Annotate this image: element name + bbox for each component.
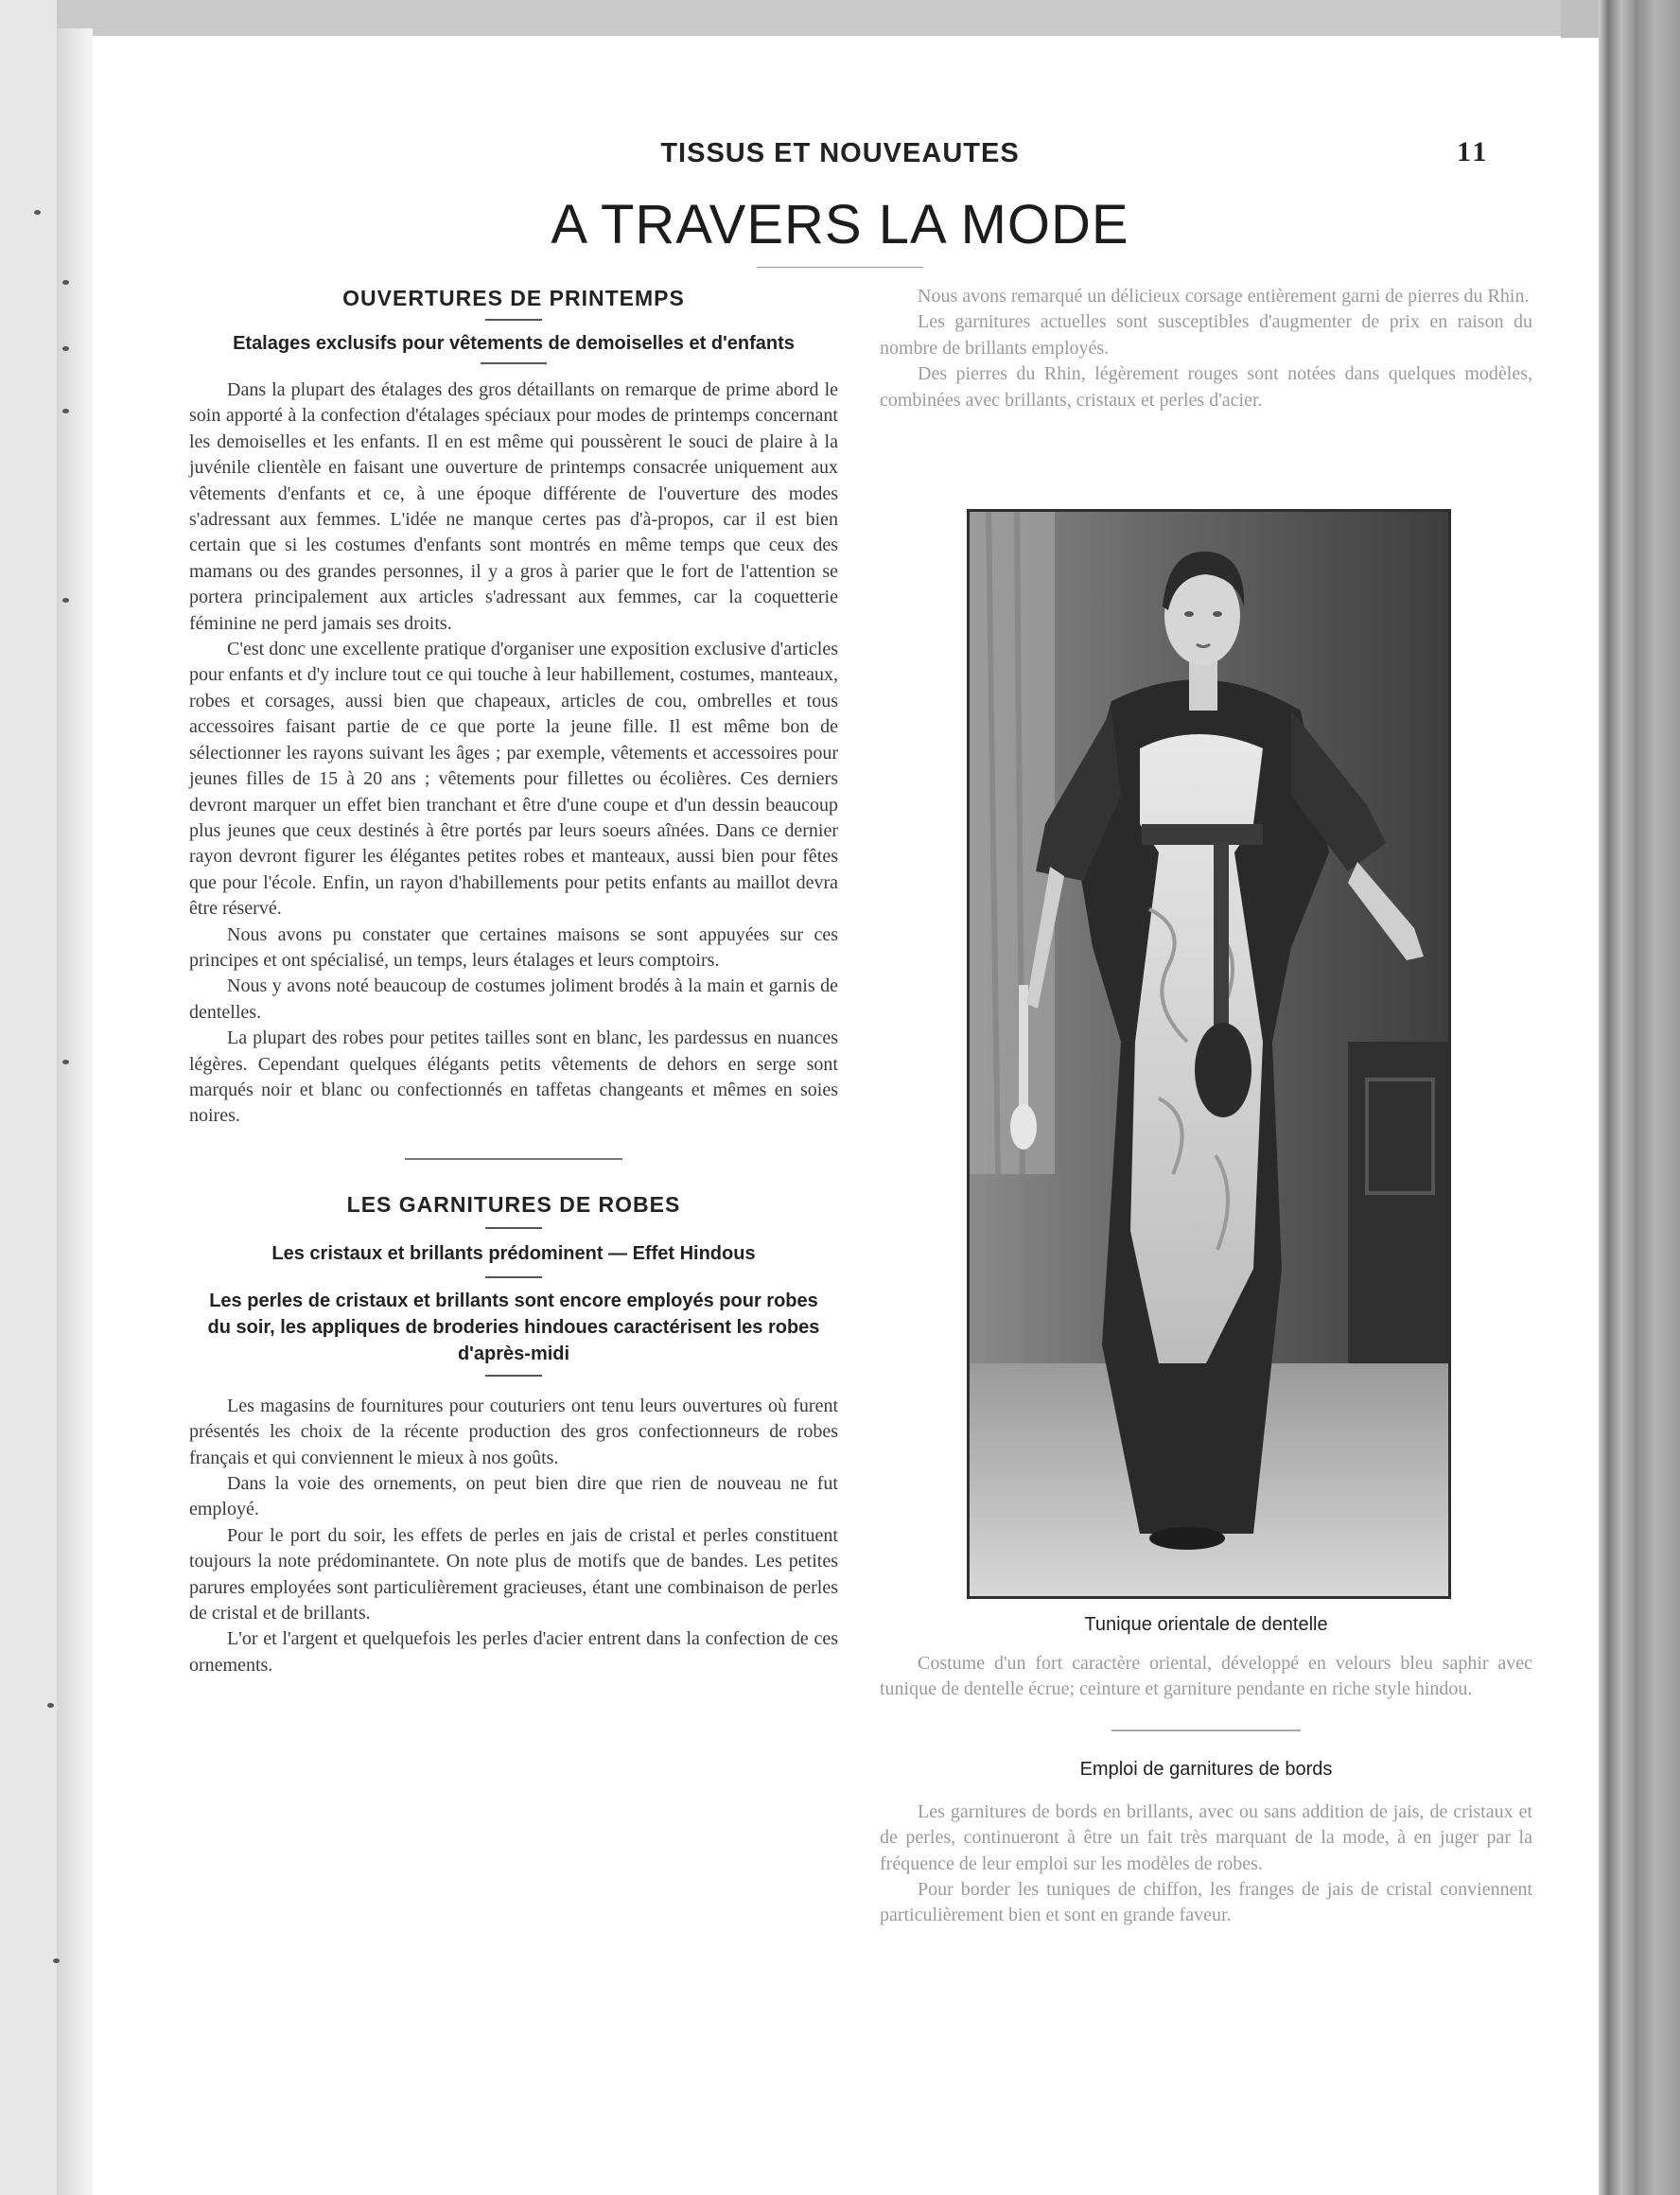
paragraph: Nous y avons noté beaucoup de costumes joliment brodés à la main et garnis de dentelles. bbox=[189, 975, 838, 1023]
photo-caption-title: Tunique orientale de dentelle bbox=[1084, 1614, 1328, 1635]
scan-speck bbox=[47, 1703, 54, 1708]
paragraph: Les magasins de fournitures pour couturiers ont tenu leurs ouvertures où furent présentés les choix de la récente production des gros confectionneurs de robes français et qui conviennent le mieux à nos goûts. bbox=[189, 1395, 838, 1468]
subheading-emploi: Emploi de garnitures de bords bbox=[1079, 1758, 1333, 1780]
scan-speck bbox=[62, 280, 69, 285]
woman-in-oriental-tunic-illustration bbox=[970, 512, 1448, 1596]
scan-speck bbox=[62, 598, 69, 603]
page-title: A TRAVERS LA MODE bbox=[551, 194, 1129, 255]
heading-rule bbox=[481, 362, 547, 364]
paragraph: Dans la plupart des étalages des gros détaillants on remarque de prime abord le soin apporté à la confection d'étalages spéciaux pour modes de printemps concernant les demoiselles et les enfants. Il en est même qui poussèrent le souci de plaire à la juvénile clientèle en faisant une ouverture de printemps consacrée uniquement aux vêtements d'enfants et ce, à une époque différente de l'ouverture des modes s'adressant aux femmes. L'idée ne manque certes pas d'à-propos, car il est bien certain que si les costumes d'enfants sont montrés en même temps que ceux des mamans ou des grandes personnes, il y a gros à parier que le fort de l'attention se portera principalement aux articles s'adressant aux femmes, car la coquetterie féminine ne perd jamais ses droits. bbox=[189, 379, 838, 634]
paragraph: La plupart des robes pour petites tailles sont en blanc, les pardessus en nuances légères. Cependant quelques élégants petits vêtements de dehors en serge sont marqués noir et blanc ou confectionnés en taffetas changeants et mêmes en soies noires. bbox=[189, 1027, 838, 1127]
paragraph: Dans la voie des ornements, on peut bien dire que rien de nouveau ne fut employé. bbox=[189, 1473, 838, 1520]
subheading-cristaux: Les cristaux et brillants prédominent — Effet Hindous bbox=[271, 1242, 756, 1264]
paragraph: Des pierres du Rhin, légèrement rouges sont notées dans quelques modèles, combinées avec brillants, cristaux et perles d'acier. bbox=[880, 363, 1532, 411]
page-number: 11 bbox=[1457, 136, 1490, 167]
paragraph: Pour le port du soir, les effets de perles en jais de cristal et perles constituent toujours la note prédominantete. On note plus de motifs que de bandes. Les petites parures employées sont particulièrement gracieuses, étant une combinaison de perles de cristal et de brillants. bbox=[189, 1524, 838, 1624]
right-column-lower bbox=[880, 1614, 1532, 1929]
scan-speck bbox=[53, 1958, 60, 1963]
right-column-intro bbox=[880, 284, 1532, 413]
scan-top-edge bbox=[0, 0, 1680, 36]
section-divider bbox=[1111, 1730, 1301, 1731]
section-heading-garnitures: LES GARNITURES DE ROBES bbox=[346, 1191, 681, 1217]
section-heading-ouvertures: OUVERTURES DE PRINTEMPS bbox=[342, 286, 685, 310]
fashion-photograph bbox=[967, 509, 1451, 1599]
running-title: TISSUS ET NOUVEAUTES bbox=[660, 138, 1020, 168]
heading-rule bbox=[485, 1276, 542, 1278]
paragraph: Pour border les tuniques de chiffon, les franges de jais de cristal conviennent particulièrement bien et sont en grande faveur. bbox=[880, 1879, 1532, 1926]
heading-rule bbox=[485, 319, 542, 321]
scan-speck bbox=[62, 409, 69, 413]
subheading-perles: Les perles de cristaux et brillants sont encore employés pour robes du soir, les appliques de broderies hindoues caractérisent les robes d'après-midi bbox=[207, 1290, 820, 1364]
section-divider bbox=[405, 1158, 622, 1160]
book-gutter-shadow bbox=[57, 28, 93, 2195]
book-page-edges bbox=[1599, 0, 1680, 2195]
subheading-etalages: Etalages exclusifs pour vêtements de demoiselles et d'enfants bbox=[233, 333, 795, 354]
heading-rule bbox=[485, 1227, 542, 1229]
heading-rule bbox=[485, 1375, 542, 1377]
title-rule bbox=[757, 267, 923, 268]
paragraph: Nous avons remarqué un délicieux corsage entièrement garni de pierres du Rhin. bbox=[918, 286, 1530, 307]
scan-left-margin bbox=[0, 0, 57, 2195]
scan-speck bbox=[62, 346, 69, 351]
left-column bbox=[189, 284, 838, 1678]
paragraph: L'or et l'argent et quelquefois les perles d'acier entrent dans la confection de ces ornements. bbox=[189, 1628, 838, 1676]
spacer bbox=[880, 1782, 1532, 1800]
paragraph: Les garnitures actuelles sont susceptibles d'augmenter de prix en raison du nombre de brillants employés. bbox=[880, 311, 1532, 359]
paragraph: Les garnitures de bords en brillants, avec ou sans addition de jais, de cristaux et de perles, continueront à être un fait très marquant de la mode, à en juger par la fréquence de leur emploi sur les modèles de robes. bbox=[880, 1800, 1532, 1874]
photo-caption-text: Costume d'un fort caractère oriental, développé en velours bleu saphir avec tunique de dentelle écrue; ceinture et garniture pendante en riche style hindou. bbox=[880, 1653, 1532, 1700]
paragraph: C'est donc une excellente pratique d'organiser une exposition exclusive d'articles pour enfants et d'y inclure tout ce qui touche à leur habillement, costumes, manteaux, robes et corsages, aussi bien que chapeaux, articles de cou, ombrelles et tous accessoires faisant partie de ce que porte la jeune fille. Il est même bon de sélectionner les rayons suivant les âges ; par exemple, vêtements et accessoires pour jeunes filles de 15 à 20 ans ; vêtements pour fillettes ou écolières. Ces derniers devront marquer un effet bien tranchant et être d'une coupe et d'un dessin beaucoup plus jeunes que ceux destinés à être portés par leurs soeurs aînées. Dans ce dernier rayon devront figurer les élégantes petites robes et manteaux, aussi bien pour fêtes que pour l'école. Enfin, un rayon d'habillements pour petits enfants au maillot devra être réservé. bbox=[189, 639, 838, 920]
scan-speck bbox=[62, 1060, 69, 1064]
paragraph: Nous avons pu constater que certaines maisons se sont appuyées sur ces principes et ont spécialisé, un temps, leurs étalages et leurs comptoirs. bbox=[189, 923, 838, 971]
